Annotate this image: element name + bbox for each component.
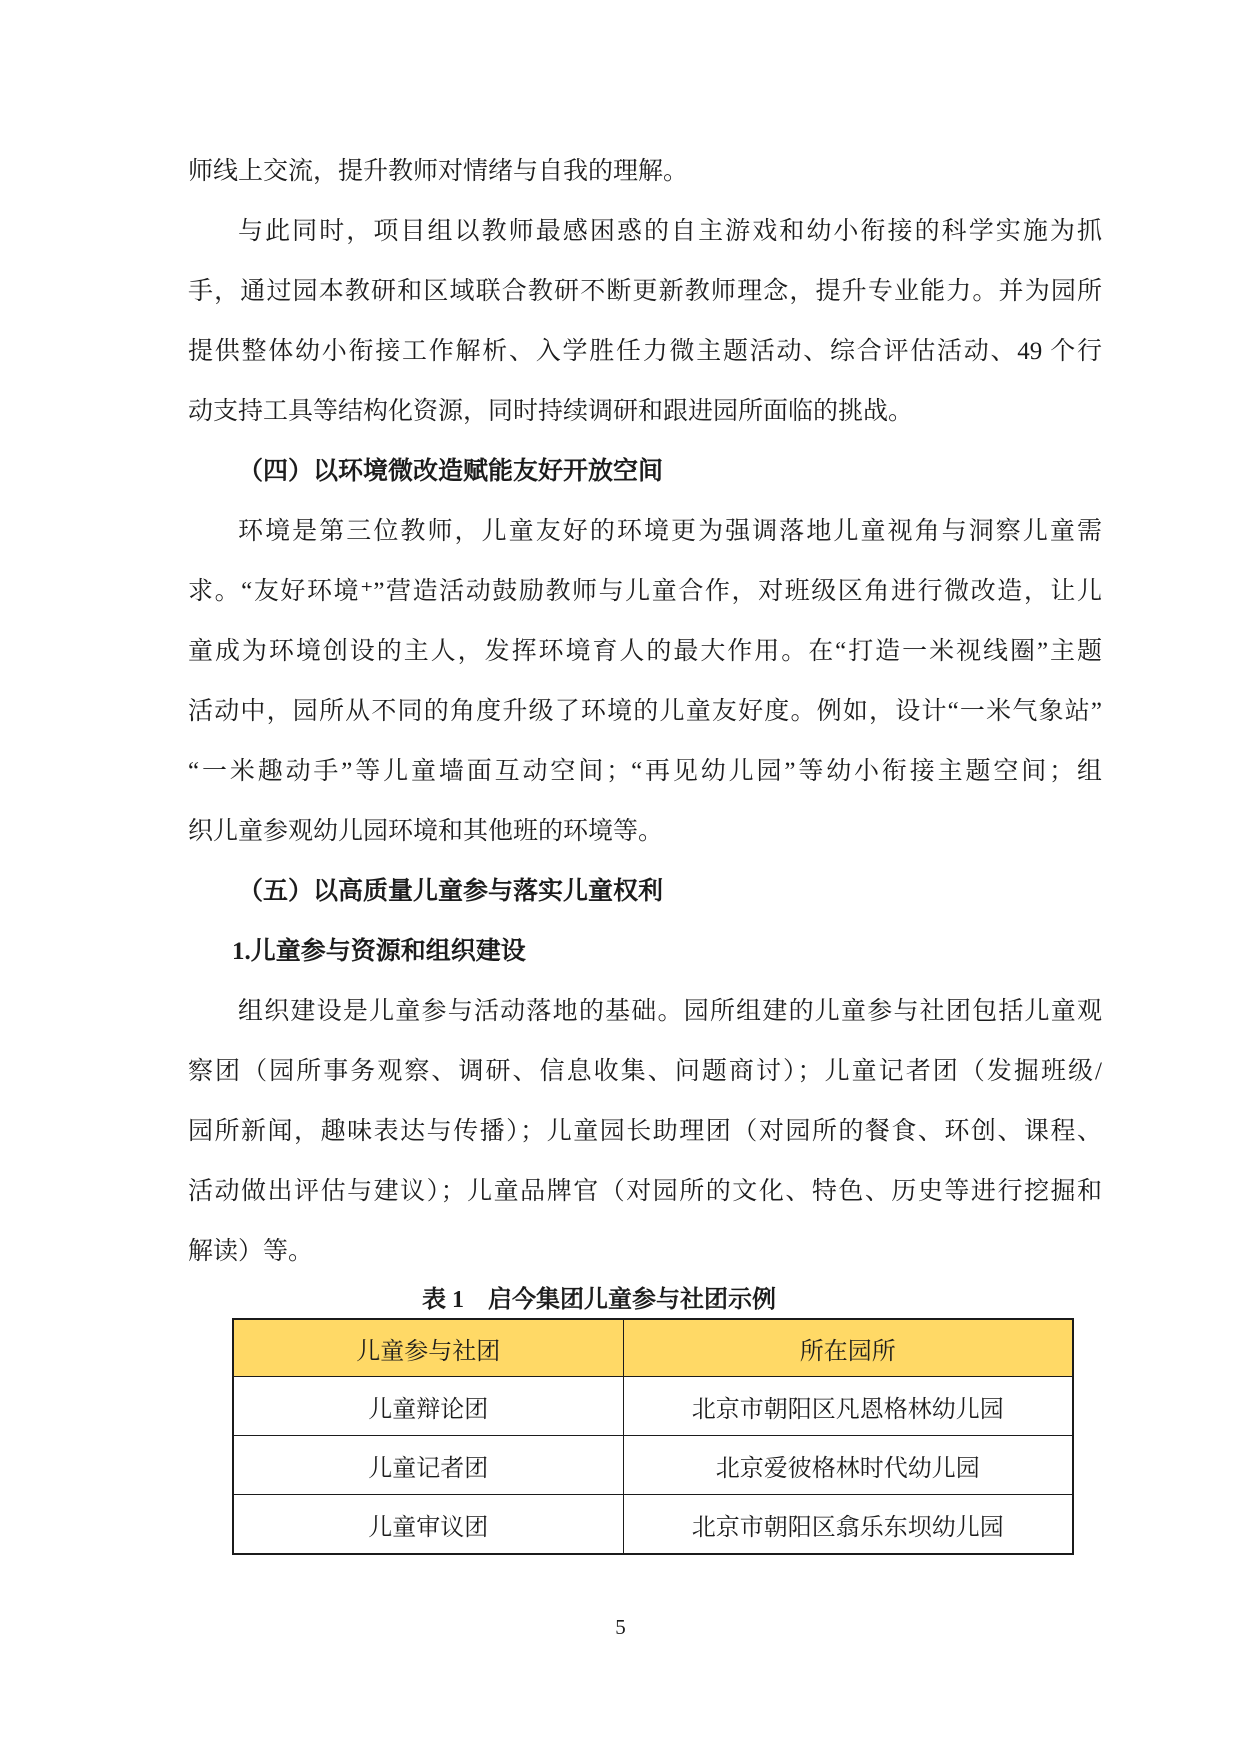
table-caption: 表 1 启今集团儿童参与社团示例 bbox=[422, 1287, 776, 1313]
paragraph-line: “一米趣动手”等儿童墙面互动空间；“再见幼儿园”等幼小衔接主题空间；组 bbox=[188, 758, 1102, 785]
table-cell-club: 儿童辩论团 bbox=[233, 1377, 623, 1436]
paragraph-line: 动支持工具等结构化资源，同时持续调研和跟进园所面临的挑战。 bbox=[188, 398, 914, 425]
sub-section-heading: 1.儿童参与资源和组织建设 bbox=[232, 938, 526, 965]
paragraph-line: 求。“友好环境⁺”营造活动鼓励教师与儿童合作，对班级区角进行微改造，让儿 bbox=[188, 578, 1102, 605]
table-cell-club: 儿童记者团 bbox=[233, 1436, 623, 1495]
paragraph-line: 园所新闻，趣味表达与传播）；儿童园长助理团（对园所的餐食、环创、课程、 bbox=[188, 1118, 1102, 1145]
paragraph-line: 解读）等。 bbox=[188, 1238, 314, 1265]
paragraph-line: 组织建设是儿童参与活动落地的基础。园所组建的儿童参与社团包括儿童观 bbox=[238, 998, 1102, 1025]
paragraph-line: 察团（园所事务观察、调研、信息收集、问题商讨）；儿童记者团（发掘班级/ bbox=[188, 1058, 1102, 1085]
paragraph-line: 活动做出评估与建议）；儿童品牌官（对园所的文化、特色、历史等进行挖掘和 bbox=[188, 1178, 1102, 1205]
table-cell-club: 儿童审议团 bbox=[233, 1495, 623, 1555]
participation-table bbox=[232, 1318, 1074, 1555]
paragraph-line: 师线上交流，提升教师对情绪与自我的理解。 bbox=[188, 158, 689, 185]
paragraph-line: 织儿童参观幼儿园环境和其他班的环境等。 bbox=[188, 818, 664, 845]
table-header-club: 儿童参与社团 bbox=[233, 1319, 623, 1377]
paragraph-line: 与此同时，项目组以教师最感困惑的自主游戏和幼小衔接的科学实施为抓 bbox=[238, 218, 1102, 245]
paragraph-line: 手，通过园本教研和区域联合教研不断更新教师理念，提升专业能力。并为园所 bbox=[188, 278, 1102, 305]
paragraph-line: 提供整体幼小衔接工作解析、入学胜任力微主题活动、综合评估活动、49 个行 bbox=[188, 338, 1102, 365]
section-heading-five: （五）以高质量儿童参与落实儿童权利 bbox=[238, 878, 664, 905]
paragraph-line: 环境是第三位教师，儿童友好的环境更为强调落地儿童视角与洞察儿童需 bbox=[238, 518, 1102, 545]
paragraph-line: 童成为环境创设的主人，发挥环境育人的最大作用。在“打造一米视线圈”主题 bbox=[188, 638, 1102, 665]
page-number: 5 bbox=[615, 1615, 626, 1639]
table-header-kindergarten: 所在园所 bbox=[623, 1319, 1073, 1377]
table-row bbox=[233, 1495, 1073, 1555]
table-cell-kindergarten: 北京市朝阳区翕乐东坝幼儿园 bbox=[623, 1495, 1073, 1555]
page-content bbox=[188, 142, 1102, 1555]
table-header-row bbox=[233, 1319, 1073, 1377]
table-row bbox=[233, 1377, 1073, 1436]
section-heading-four: （四）以环境微改造赋能友好开放空间 bbox=[238, 458, 664, 485]
paragraph-line: 活动中，园所从不同的角度升级了环境的儿童友好度。例如，设计“一米气象站” bbox=[188, 698, 1102, 725]
table-cell-kindergarten: 北京市朝阳区凡恩格林幼儿园 bbox=[623, 1377, 1073, 1436]
table-row bbox=[233, 1436, 1073, 1495]
table-cell-kindergarten: 北京爱彼格林时代幼儿园 bbox=[623, 1436, 1073, 1495]
